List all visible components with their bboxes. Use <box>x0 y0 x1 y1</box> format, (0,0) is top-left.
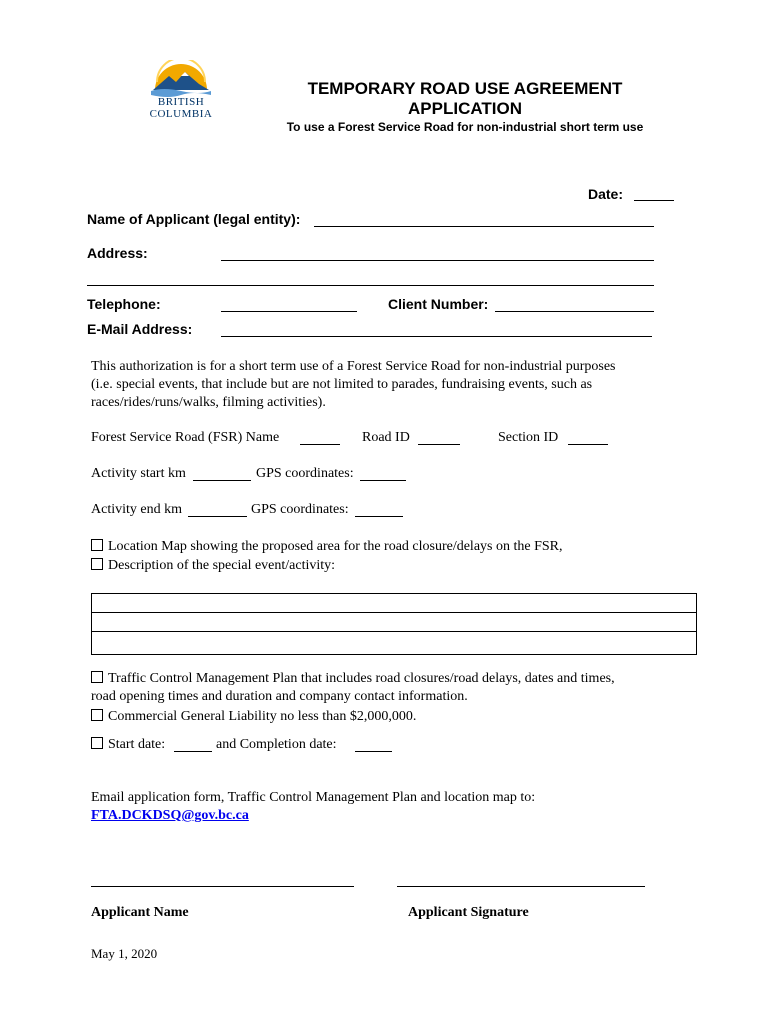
logo-text-british: BRITISH <box>157 96 205 108</box>
liability-item <box>91 708 416 726</box>
section-id-label: Section ID <box>498 430 559 445</box>
applicant-name-signature-line[interactable] <box>91 886 354 887</box>
description-row[interactable] <box>92 613 696 632</box>
section-id-field[interactable] <box>568 444 608 445</box>
description-box[interactable] <box>91 593 697 655</box>
start-gps-field[interactable] <box>360 480 406 481</box>
address-field-line1[interactable] <box>221 260 654 261</box>
email-link[interactable]: FTA.DCKDSQ@gov.bc.ca <box>91 808 249 823</box>
page-title-line1: TEMPORARY ROAD USE AGREEMENT <box>307 79 623 98</box>
authorization-line1: This authorization is for a short term use of a Forest Service Road for non-industrial purposes <box>91 359 616 374</box>
client-number-field[interactable] <box>495 311 654 312</box>
liability-text: Commercial General Liability no less than $2,000,000. <box>108 709 417 724</box>
description-checkbox[interactable] <box>91 558 103 570</box>
telephone-label: Telephone: <box>87 296 161 312</box>
telephone-field[interactable] <box>221 311 357 312</box>
logo-text-columbia: COLUMBIA <box>149 108 213 120</box>
page-title-line2: APPLICATION <box>408 99 522 118</box>
location-map-item <box>91 538 563 556</box>
end-km-label: Activity end km <box>91 502 182 517</box>
location-map-text: Location Map showing the proposed area for the road closure/delays on the FSR, <box>108 539 563 554</box>
location-map-checkbox[interactable] <box>91 539 103 551</box>
end-km-field[interactable] <box>188 516 247 517</box>
description-text: Description of the special event/activity: <box>108 558 336 573</box>
applicant-name-field[interactable] <box>314 226 654 227</box>
traffic-plan-text-line2: road opening times and duration and company contact information. <box>91 689 468 704</box>
start-gps-label: GPS coordinates: <box>256 466 354 481</box>
authorization-line2: (i.e. special events, that include but are not limited to parades, fundraising events, such as <box>91 377 593 392</box>
applicant-name-label: Name of Applicant (legal entity): <box>87 211 301 227</box>
start-km-field[interactable] <box>193 480 251 481</box>
start-km-label: Activity start km <box>91 466 186 481</box>
email-label: E-Mail Address: <box>87 321 193 337</box>
start-date-field[interactable] <box>174 751 212 752</box>
traffic-plan-text-line1: Traffic Control Management Plan that includes road closures/road delays, dates and times, <box>108 671 615 686</box>
authorization-line3: races/rides/runs/walks, filming activities). <box>91 395 326 410</box>
client-number-label: Client Number: <box>388 296 489 312</box>
document-date: May 1, 2020 <box>91 946 158 961</box>
bc-logo <box>143 60 219 124</box>
end-gps-field[interactable] <box>355 516 403 517</box>
description-row[interactable] <box>92 632 696 651</box>
completion-date-field[interactable] <box>355 751 392 752</box>
traffic-plan-checkbox[interactable] <box>91 671 103 683</box>
end-gps-label: GPS coordinates: <box>251 502 349 517</box>
start-date-label: Start date: <box>108 737 166 752</box>
applicant-signature-line[interactable] <box>397 886 645 887</box>
fsr-name-label: Forest Service Road (FSR) Name <box>91 430 280 445</box>
address-field-line2[interactable] <box>87 285 654 286</box>
dates-item <box>91 736 165 754</box>
dates-checkbox[interactable] <box>91 737 103 749</box>
applicant-signature-caption: Applicant Signature <box>408 905 529 920</box>
fsr-name-field[interactable] <box>300 444 340 445</box>
road-id-label: Road ID <box>362 430 410 445</box>
applicant-name-caption: Applicant Name <box>91 905 189 920</box>
completion-date-label: and Completion date: <box>216 737 337 752</box>
traffic-plan-item <box>91 670 615 688</box>
bc-sun-mountain-icon <box>143 60 219 98</box>
road-id-field[interactable] <box>418 444 460 445</box>
date-label: Date: <box>588 186 624 202</box>
email-field[interactable] <box>221 336 652 337</box>
address-label: Address: <box>87 245 148 261</box>
date-field[interactable] <box>634 200 674 201</box>
email-instruction: Email application form, Traffic Control Management Plan and location map to: <box>91 790 536 805</box>
liability-checkbox[interactable] <box>91 709 103 721</box>
description-item <box>91 557 335 575</box>
page-subtitle: To use a Forest Service Road for non-industrial short term use <box>286 120 644 134</box>
description-row[interactable] <box>92 594 696 613</box>
